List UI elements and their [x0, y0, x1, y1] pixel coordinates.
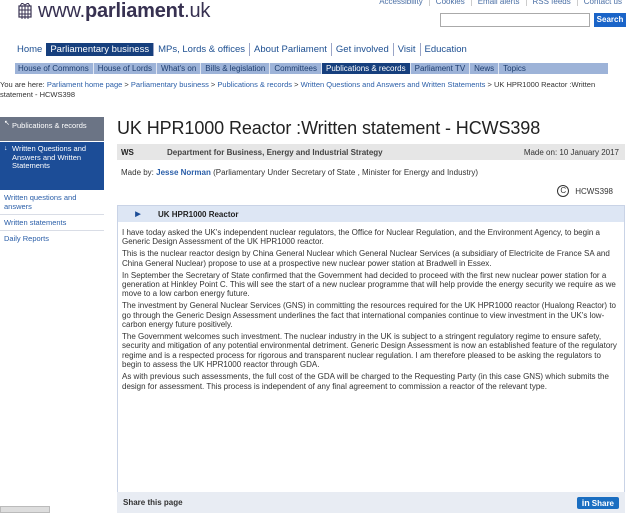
sidebar-item-written-qa-statements[interactable]: ↓ Written Questions and Answers and Written Statements	[0, 142, 104, 190]
statement-paragraph: The investment by General Nuclear Services (GNS) in committing the resources required for the UK HPR1000 reactor (Hualong Reactor) to go through the Generic Design Assessment underlines the fact that international companies continue to view investment in the UK's low-carbon energy future positively.	[122, 301, 616, 330]
nav-home[interactable]: Home	[17, 43, 43, 55]
search-button[interactable]: Search	[594, 13, 626, 27]
nav-get-involved[interactable]: Get involved	[331, 43, 393, 56]
util-link-rss-feeds[interactable]: RSS feeds	[526, 0, 577, 6]
nav-parliamentary-business[interactable]: Parliamentary business	[46, 43, 153, 56]
page-title: UK HPR1000 Reactor :Written statement - HCWS398	[117, 118, 541, 138]
breadcrumb-link-business[interactable]: Parliamentary business	[130, 80, 209, 89]
primary-nav	[15, 42, 471, 56]
linkedin-share-button[interactable]: in Share	[577, 497, 619, 509]
breadcrumb-link-publications[interactable]: Publications & records	[217, 80, 293, 89]
secondary-nav	[15, 63, 608, 74]
sidebar-link-written-questions[interactable]: Written questions and answers	[0, 190, 104, 215]
subnav-parliament-tv[interactable]: Parliament TV	[410, 63, 470, 74]
copyright-icon: C	[557, 185, 569, 197]
linkedin-icon: in	[581, 497, 590, 508]
util-link-accessibility[interactable]: Accessibility	[379, 0, 423, 6]
statement-paragraph: This is the nuclear reactor design by China General Nuclear which General Nuclear Services (a subsidiary of Electricite de France SA and China General Nuclear) propose to use at a prospective new nuclear power station at Bradwell in Essex.	[122, 249, 610, 268]
subnav-bills-legislation[interactable]: Bills & legislation	[200, 63, 269, 74]
utility-links	[373, 0, 628, 6]
nav-education[interactable]: Education	[420, 43, 471, 56]
statement-panel	[117, 205, 625, 513]
collapse-arrow-icon: ▶	[135, 211, 141, 218]
status-bar	[0, 506, 50, 513]
subnav-committees[interactable]: Committees	[269, 63, 321, 74]
statement-paragraph: As with previous such assessments, the full cost of the GDA will be charged to the Requesting Party (in this case GNS) which submits the design for assessment. This process is independent of any final agreement to commission a reactor of the relevant type.	[122, 372, 609, 391]
department: Department for Business, Energy and Industrial Strategy	[167, 147, 383, 157]
sidebar-link-daily-reports[interactable]: Daily Reports	[4, 234, 50, 243]
minister-role: (Parliamentary Under Secretary of State , Minister for Energy and Industry)	[213, 168, 479, 177]
sidebar-link-written-statements[interactable]: Written statements	[0, 215, 104, 231]
reference	[557, 185, 613, 197]
subnav-news[interactable]: News	[469, 63, 498, 74]
statement-paragraph: In September the Secretary of State confirmed that the Government had decided to proceed with the first new nuclear power station for a generation at Hinkley Point C. This will see the start of a new nuclear programme that will help provide the energy security we require as we move to a low carbon energy future.	[122, 270, 616, 299]
up-left-arrow-icon: ↖	[4, 120, 10, 127]
statement-panel-header[interactable]	[118, 206, 624, 222]
share-bar	[117, 492, 625, 513]
util-link-email-alerts[interactable]: Email alerts	[471, 0, 526, 6]
breadcrumb-current: UK HPR1000 Reactor :Written statement - HCWS398	[0, 80, 596, 99]
panel-heading: UK HPR1000 Reactor	[158, 209, 239, 219]
nav-visit[interactable]: Visit	[393, 43, 420, 56]
subnav-publications-records[interactable]: Publications & records	[321, 63, 410, 74]
util-link-contact-us[interactable]: Contact us	[577, 0, 628, 6]
breadcrumb-link-written-qa[interactable]: Written Questions and Answers and Written Statements	[300, 80, 486, 89]
statement-paragraph: I have today asked the UK's independent nuclear regulators, the Office for Nuclear Regulation, and the Environment Agency, to begin a Generic Design Assessment of the UK HPR1000 reactor.	[122, 228, 600, 247]
main-content	[117, 117, 625, 391]
util-link-cookies[interactable]: Cookies	[429, 0, 471, 6]
made-on-date: Made on: 10 January 2017	[523, 147, 619, 157]
subnav-house-of-commons[interactable]: House of Commons	[18, 64, 89, 73]
subnav-whats-on[interactable]: What's on	[156, 63, 200, 74]
sidebar-heading[interactable]: ↖ Publications & records	[0, 117, 104, 141]
search-input[interactable]	[440, 13, 590, 27]
sidebar	[0, 117, 104, 246]
nav-about-parliament[interactable]: About Parliament	[249, 43, 331, 56]
site-logo[interactable]	[18, 0, 210, 23]
reference-code: HCWS398	[575, 186, 613, 196]
statement-type: WS	[121, 147, 134, 157]
breadcrumb-prefix: You are here:	[0, 80, 45, 89]
statement-paragraph: The Government welcomes such investment. The nuclear industry in the UK is subject to a stringent regulatory regime to ensure safety, security and mitigation of any potential environmental detriment. Generic Design Assessment is now an established feature of the regulatory regime and is a respected process for rigorous and transparent nuclear regulation. I am therefore pleased to be asking the regulators to begin to assess the UK HPR1000 reactor through GDA.	[122, 332, 617, 370]
share-label: Share this page	[123, 498, 183, 507]
subnav-topics[interactable]: Topics	[498, 63, 530, 74]
breadcrumb: You are here: Parliament home page > Parliamentary business > Publications & records > Written Questions and Answers and Written Statements > UK HPR1000 Reactor :Written statement - HCWS398	[0, 80, 596, 99]
made-by: Made by: Jesse Norman (Parliamentary Under Secretary of State , Minister for Energy and Industry)	[121, 168, 479, 177]
logo-text: www.parliament.uk	[38, 0, 211, 22]
nav-mps-lords-offices[interactable]: MPs, Lords & offices	[153, 43, 249, 56]
subnav-house-of-lords[interactable]: House of Lords	[93, 63, 156, 74]
portcullis-icon	[18, 3, 32, 21]
site-header	[0, 0, 632, 40]
minister-link[interactable]: Jesse Norman	[156, 168, 211, 177]
statement-meta-bar	[117, 144, 625, 160]
breadcrumb-link-home[interactable]: Parliament home page	[46, 80, 123, 89]
statement-body	[118, 222, 624, 391]
down-arrow-icon: ↓	[4, 145, 8, 152]
